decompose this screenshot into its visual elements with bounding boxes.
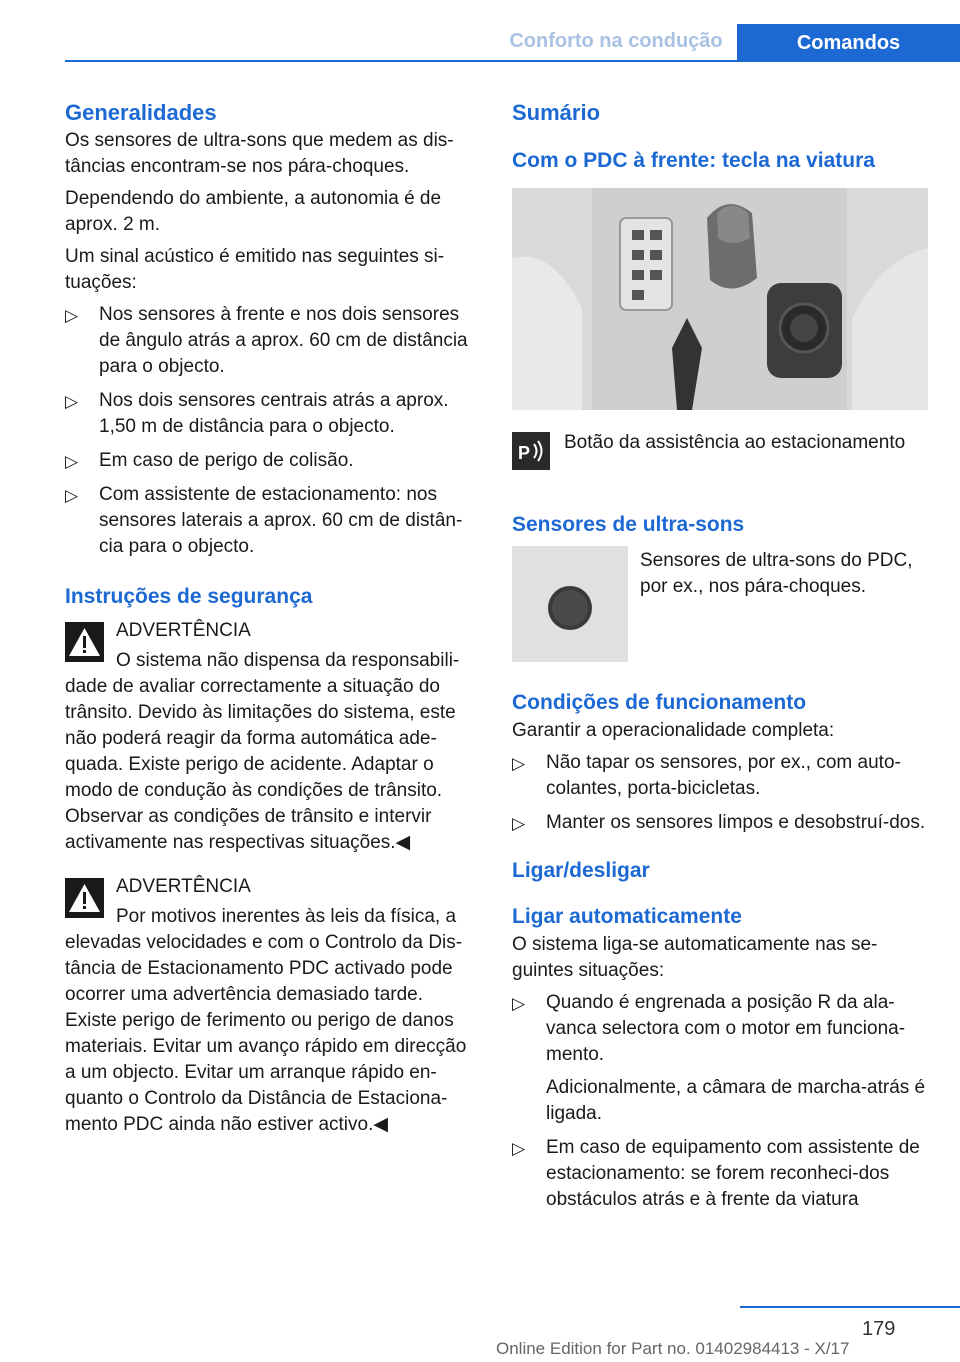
header-section-label: Conforto na condução xyxy=(509,30,723,52)
auto-intro: O sistema liga-se automaticamente nas se-guintes situações: xyxy=(512,934,878,981)
list-item: ▷ Manter os sensores limpos e desobstruí-dos. xyxy=(512,810,930,836)
conditions-intro: Garantir a operacionalidade completa: xyxy=(512,720,835,741)
safety-heading: Instruções de segurança xyxy=(65,585,313,608)
general-paragraph-1: Os sensores de ultra-sons que medem as dis-tâncias encontram-se nos pára-choques. xyxy=(65,130,454,177)
triangle-right-outline-icon: ▷ xyxy=(65,306,79,325)
auto-list xyxy=(512,990,930,1213)
warning-triangle-icon xyxy=(65,878,104,918)
warning-2-label: ADVERTÊNCIA xyxy=(116,876,251,897)
conditions-list xyxy=(512,750,930,836)
pdc-button-caption: Botão da assistência ao estacionamento xyxy=(564,432,906,453)
page-number: 179 xyxy=(862,1318,896,1340)
right-column xyxy=(512,98,930,1221)
sensors-heading: Sensores de ultra-sons xyxy=(512,513,745,536)
warning-block-2 xyxy=(65,874,480,930)
summary-heading: Sumário xyxy=(512,100,601,125)
footer-rule xyxy=(740,1306,960,1308)
sensor-description: Sensores de ultra-sons do PDC, por ex., nos pára-choques. xyxy=(640,550,913,597)
triangle-right-outline-icon: ▷ xyxy=(65,392,79,411)
left-column xyxy=(65,98,480,1138)
warning-1-first-line: O sistema não dispensa da responsabili- xyxy=(116,650,460,671)
pdc-front-heading: Com o PDC à frente: tecla na viatura xyxy=(512,149,875,172)
triangle-right-outline-icon: ▷ xyxy=(65,486,79,505)
warning-2-first-line: Por motivos inerentes às leis da física, a xyxy=(116,906,457,927)
list-item: ▷ Quando é engrenada a posição R da ala-vanca selectora com o motor em funciona-mento. Adicionalmente, a câmara de marcha-atrás é ligada. xyxy=(512,990,930,1127)
warning-1-label: ADVERTÊNCIA xyxy=(116,620,251,641)
center-console-image xyxy=(512,188,928,410)
list-item: ▷ Em caso de equipamento com assistente de estacionamento: se forem reconheci-dos obstáculos atrás e à frente da viatura xyxy=(512,1137,920,1210)
pdc-button-row xyxy=(512,430,930,470)
list-item: ▷ Não tapar os sensores, por ex., com auto-colantes, porta-bicicletas. xyxy=(512,752,901,799)
warning-1-text: dade de avaliar correctamente a situação do trânsito. Devido às limitações do sistema, este não poderá reagir da forma automática ade-quada. Existe perigo de acidente. Adaptar o modo de condução às condições de trânsito. Observar as condições de trânsito e intervir activamente nas respectivas situações.◀ xyxy=(65,676,456,853)
edition-note: Online Edition for Part no. 01402984413 - X/17 xyxy=(496,1339,850,1358)
signal-conditions-list xyxy=(65,302,480,560)
general-heading: Generalidades xyxy=(65,100,217,125)
conditions-heading: Condições de funcionamento xyxy=(512,691,807,714)
triangle-right-outline-icon: ▷ xyxy=(512,814,526,833)
triangle-right-outline-icon: ▷ xyxy=(512,754,526,773)
onoff-heading: Ligar/desligar xyxy=(512,859,650,882)
auto-heading: Ligar automaticamente xyxy=(512,905,742,928)
list-item: ▷ Nos dois sensores centrais atrás a aprox. 1,50 m de distância para o objecto. xyxy=(65,390,449,437)
auto-item-1-subnote: Adicionalmente, a câmara de marcha-atrás é ligada. xyxy=(546,1077,926,1124)
warning-2-text: elevadas velocidades e com o Controlo da Dis-tância de Estacionamento PDC activado pode ocorrer uma advertência demasiado tarde. Existe perigo de ferimento ou perigo de danos materiais. Evitar um avanço rápido em direcção a um objecto. Evitar um arranque rápido en-quanto o Controlo da Distância de Estaciona-mento PDC ainda não estiver activo.◀ xyxy=(65,932,467,1135)
header-chapter-tab: Comandos xyxy=(737,24,960,62)
list-item: ▷ Nos sensores à frente e nos dois sensores de ângulo atrás a aprox. 60 cm de distância para o objecto. xyxy=(65,304,468,377)
list-item: ▷ Com assistente de estacionamento: nos sensores laterais a aprox. 60 cm de distân-cia para o objecto. xyxy=(65,484,463,557)
sensor-row xyxy=(512,546,930,662)
park-distance-control-icon xyxy=(512,432,550,470)
svg-text:P: P xyxy=(518,443,531,463)
warning-block-1 xyxy=(65,618,480,674)
triangle-right-outline-icon: ▷ xyxy=(512,994,526,1013)
general-paragraph-3: Um sinal acústico é emitido nas seguintes si-tuações: xyxy=(65,246,445,293)
triangle-right-outline-icon: ▷ xyxy=(512,1139,526,1158)
general-paragraph-2: Dependendo do ambiente, a autonomia é de aprox. 2 m. xyxy=(65,188,442,235)
header-rule xyxy=(65,60,960,62)
triangle-right-outline-icon: ▷ xyxy=(65,452,79,471)
list-item: ▷ Em caso de perigo de colisão. xyxy=(65,448,480,474)
sensor-image xyxy=(512,546,628,662)
warning-triangle-icon xyxy=(65,622,104,662)
